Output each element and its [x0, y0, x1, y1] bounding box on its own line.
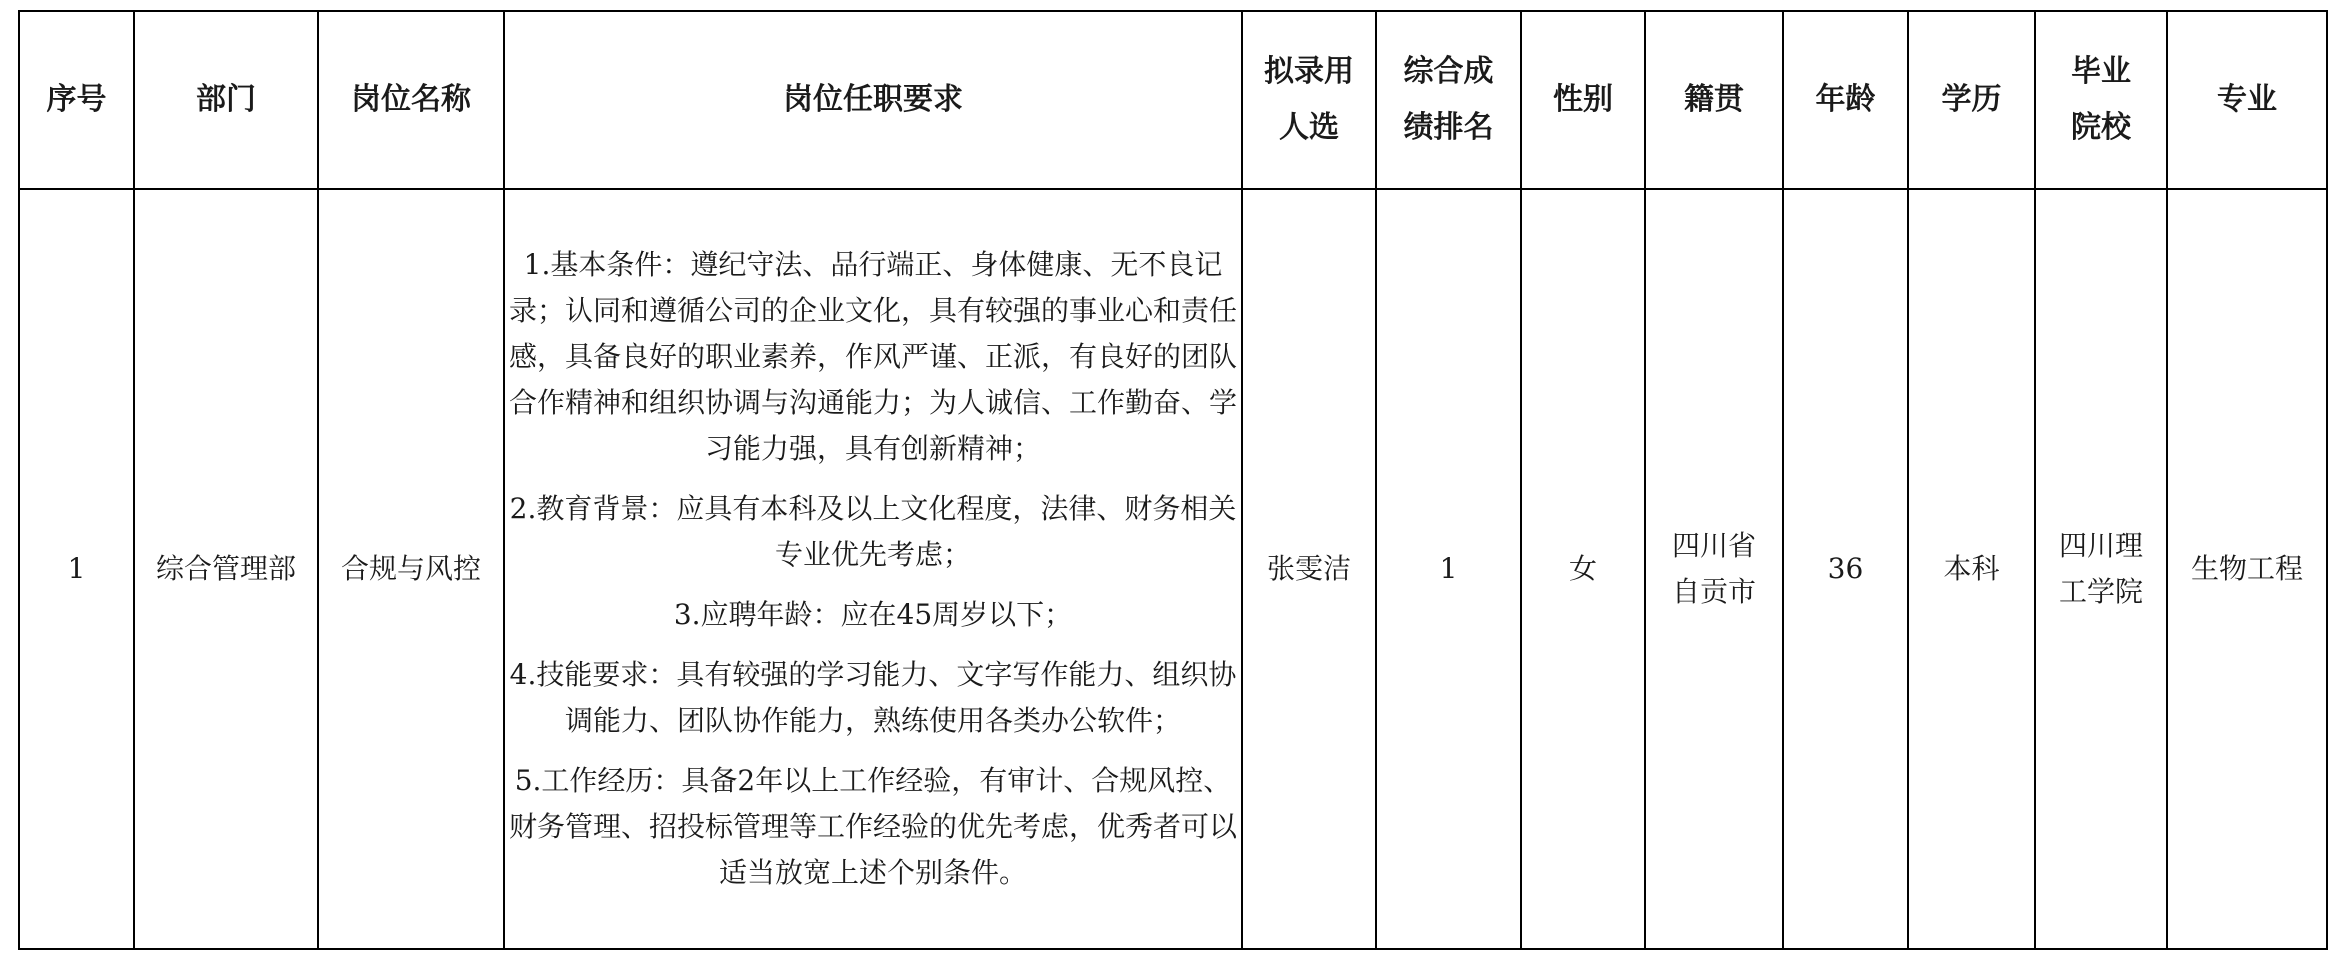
requirement-item-4: 4.技能要求：具有较强的学习能力、文字写作能力、组织协调能力、团队协作能力，熟练使用各类办公软件； — [509, 658, 1237, 737]
header-gender: 性别 — [1521, 11, 1645, 189]
requirement-item-2: 2.教育背景：应具有本科及以上文化程度，法律、财务相关专业优先考虑； — [509, 492, 1237, 571]
requirement-item-3: 3.应聘年龄：应在45周岁以下； — [673, 598, 1073, 631]
cell-seq: 1 — [19, 189, 134, 949]
cell-gender: 女 — [1521, 189, 1645, 949]
cell-candidate: 张雯洁 — [1242, 189, 1376, 949]
header-candidate: 拟录用人选 — [1242, 11, 1376, 189]
header-rank: 综合成绩排名 — [1376, 11, 1521, 189]
table-row — [19, 189, 2327, 949]
requirement-item-1: 1.基本条件：遵纪守法、品行端正、身体健康、无不良记录；认同和遵循公司的企业文化，具有较强的事业心和责任感，具备良好的职业素养，作风严谨、正派，有良好的团队合作精神和组织协调与沟通能力；为人诚信、工作勤奋、学习能力强，具有创新精神； — [508, 248, 1237, 465]
cell-age: 36 — [1783, 189, 1908, 949]
header-age: 年龄 — [1783, 11, 1908, 189]
cell-requirements — [504, 189, 1242, 949]
header-row — [19, 11, 2327, 189]
requirement-item-5: 5.工作经历：具备2年以上工作经验，有审计、合规风控、财务管理、招投标管理等工作经验的优先考虑，优秀者可以适当放宽上述个别条件。 — [508, 764, 1237, 889]
cell-major: 生物工程 — [2167, 189, 2327, 949]
header-dept: 部门 — [134, 11, 318, 189]
header-position: 岗位名称 — [318, 11, 504, 189]
cell-dept: 综合管理部 — [134, 189, 318, 949]
cell-school: 四川理工学院 — [2035, 189, 2167, 949]
header-requirements: 岗位任职要求 — [504, 11, 1242, 189]
header-hometown: 籍贯 — [1645, 11, 1783, 189]
cell-hometown: 四川省自贡市 — [1645, 189, 1783, 949]
cell-position: 合规与风控 — [318, 189, 504, 949]
cell-education: 本科 — [1908, 189, 2035, 949]
header-school: 毕业院校 — [2035, 11, 2167, 189]
cell-rank: 1 — [1376, 189, 1521, 949]
header-education: 学历 — [1908, 11, 2035, 189]
recruitment-table — [18, 10, 2328, 950]
header-major: 专业 — [2167, 11, 2327, 189]
header-seq: 序号 — [19, 11, 134, 189]
